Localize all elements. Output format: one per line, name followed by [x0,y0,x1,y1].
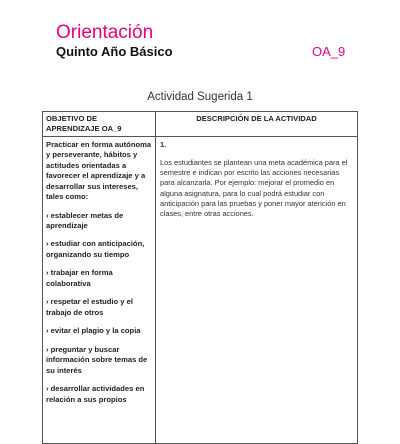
objective-column-header: OBJETIVO DE APRENDIZAJE OA_9 [43,112,156,137]
grade-subtitle: Quinto Año Básico [56,44,173,59]
page-title: Orientación [56,22,154,43]
objective-code: OA_9 [312,44,346,59]
activity-heading: Actividad Sugerida 1 [147,91,253,103]
objective-item: › establecer metas de aprendizaje [46,210,124,230]
table-row [43,136,358,443]
description-cell [156,136,358,443]
activity-number: 1. [160,139,167,149]
objective-item: › trabajar en forma colaborativa [46,268,113,288]
activity-table [42,111,358,444]
objective-item: › respetar el estudio y el trabajo de otros [46,297,133,317]
objective-cell [43,136,156,443]
objective-item: › estudiar con anticipación, organizando su tiempo [46,239,145,259]
table-header-row [43,112,358,137]
objective-item: › desarrollar actividades en relación a sus propios [46,384,145,404]
activity-description: Los estudiantes se plantean una meta académica para el semestre e indican por escrito las acciones necesarias para alcanzarla. Por ejemplo: mejorar el promedio en alguna asignatura, para lo cual podrá estudiar con anticipación para las pruebas y poner mayor atención en clases, entre otras acciones. [160,157,348,219]
description-column-header: DESCRIPCIÓN DE LA ACTIVIDAD [156,112,358,137]
objective-intro: Practicar en forma autónoma y perseverante, hábitos y actitudes orientadas a favorecer el aprendizaje y a desarrollar sus intereses, tales como: [46,139,152,202]
objective-item: › preguntar y buscar información sobre temas de su interés [46,344,148,375]
objective-item: › evitar el plagio y la copia [46,326,141,336]
